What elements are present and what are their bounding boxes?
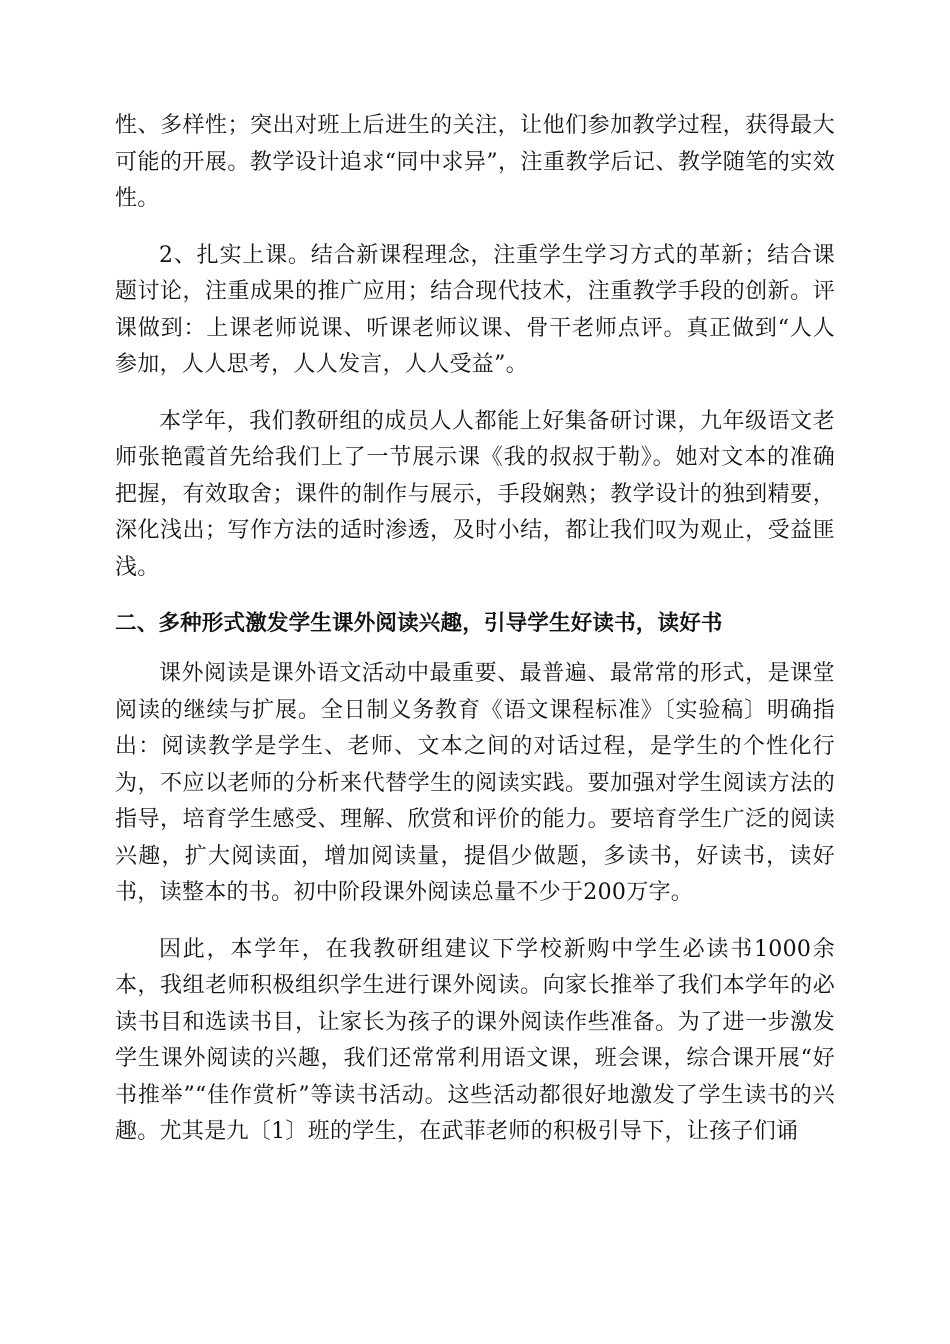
paragraph-extracurricular-reading: 课外阅读是课外语文活动中最重要、最普遍、最常常的形式，是课堂阅读的继续与扩展。全日制义务教育《语文课程标准》〔实验稿〕明确指出：阅读教学是学生、老师、文本之间的对话过程，是学生的个性化行为，不应以老师的分析来代替学生的阅读实践。要加强对学生阅读方法的指导，培育学生感受、理解、欣赏和评价的能力。要培育学生广泛的阅读兴趣，扩大阅读面，增加阅读量，提倡少做题，多读书，好读书，读好书，读整本的书。初中阶段课外阅读总量不少于200万字。 [115, 661, 835, 905]
paragraph-lesson-practice: 2、扎实上课。结合新课程理念，注重学生学习方式的革新；结合课题讨论，注重成果的推广应用；结合现代技术，注重教学手段的创新。评课做到：上课老师说课、听课老师议课、骨干老师点评。真正做到“人人参加，人人思考，人人发言，人人受益”。 [115, 242, 835, 377]
document-page [115, 108, 835, 1171]
section-heading-reading: 二、多种形式激发学生课外阅读兴趣，引导学生好读书，读好书 [115, 611, 723, 636]
paragraph-demo-lesson: 本学年，我们教研组的成员人人都能上好集备研讨课，九年级语文老师张艳霞首先给我们上了一节展示课《我的叔叔于勒》。她对文本的准确把握，有效取舍；课件的制作与展示，手段娴熟；教学设计的独到精要，深化浅出；写作方法的适时渗透，及时小结，都让我们叹为观止，受益匪浅。 [115, 408, 835, 580]
paragraph-continuation: 性、多样性；突出对班上后进生的关注，让他们参加教学过程，获得最大可能的开展。教学设计追求“同中求异”，注重教学后记、教学随笔的实效性。 [115, 113, 835, 211]
paragraph-reading-activities: 因此，本学年，在我教研组建议下学校新购中学生必读书1000余本，我组老师积极组织学生进行课外阅读。向家长推举了我们本学年的必读书目和选读书目，让家长为孩子的课外阅读作些准备。为了进一步激发学生课外阅读的兴趣，我们还常常利用语文课，班会课，综合课开展“好书推举”“佳作赏析”等读书活动。这些活动都很好地激发了学生读书的兴趣。尤其是九〔1〕班的学生，在武菲老师的积极引导下，让孩子们诵 [115, 936, 835, 1144]
